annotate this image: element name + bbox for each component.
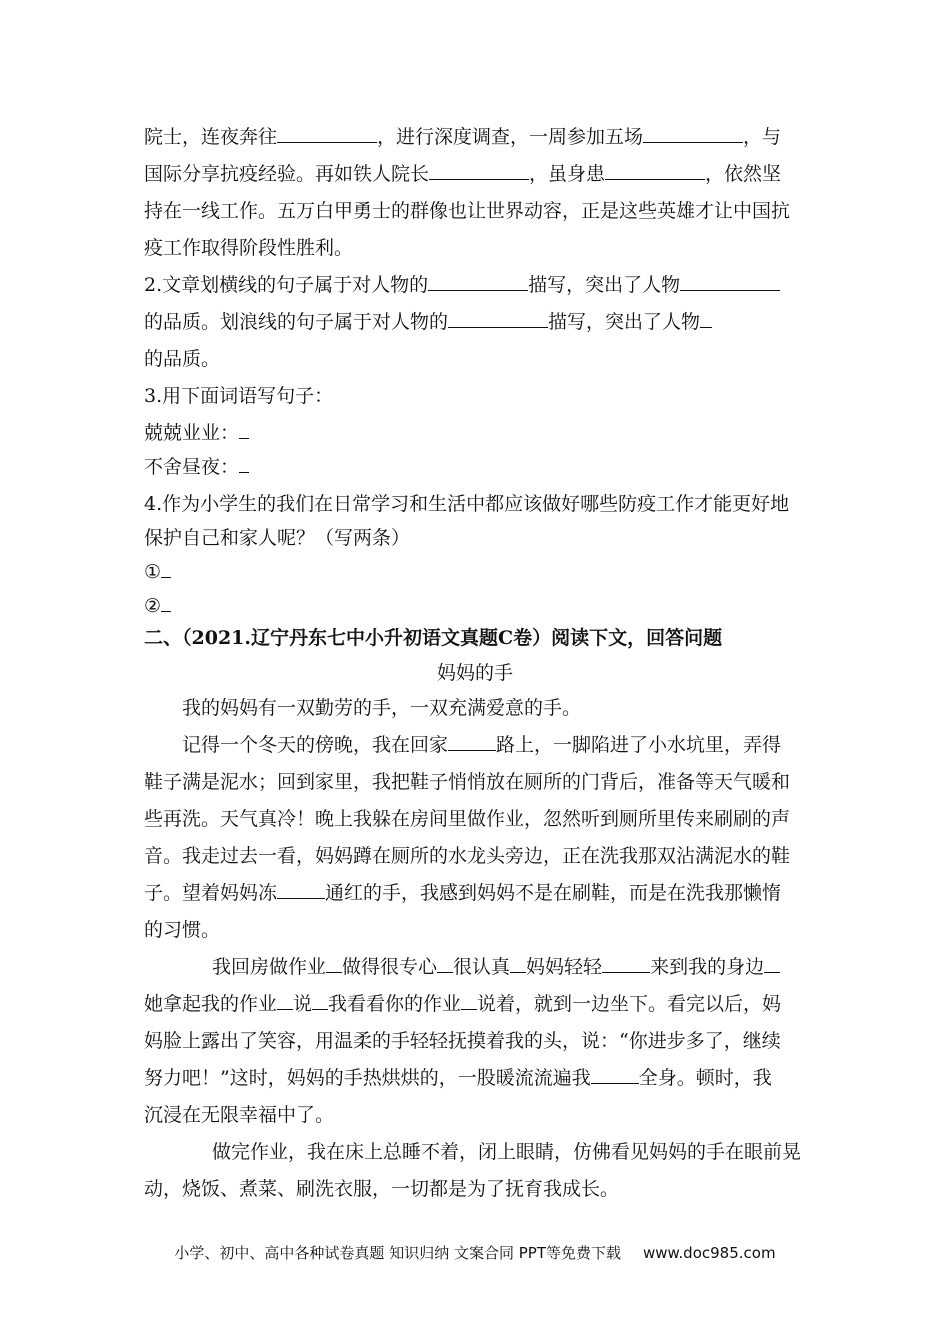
text: 说着，就到一边坐下。看完以后，妈 — [477, 993, 782, 1015]
text: 描写，突出了人物 — [548, 311, 701, 333]
story-line: 鞋子满是泥水；回到家里，我把鞋子悄悄放在厕所的门背后，准备等天气暖和 — [144, 771, 791, 793]
blank — [448, 731, 496, 751]
question-4-line: 保护自己和家人呢？（写两条） — [144, 527, 411, 549]
blank — [437, 953, 453, 973]
text: 努力吧！”这时，妈妈的手热烘烘的，一股暖流流遍我 — [144, 1067, 591, 1089]
section-heading: 二、（2021.辽宁丹东七中小升初语文真题C卷）阅读下文，回答问题 — [144, 627, 723, 649]
text: ② — [144, 595, 162, 617]
question-3-item — [144, 419, 249, 447]
blank — [161, 592, 171, 612]
text: ，与 — [743, 126, 782, 148]
text: 子。望着妈妈冻 — [144, 882, 278, 904]
blank — [510, 953, 526, 973]
question-2-line: 的品质。 — [144, 348, 221, 370]
blank — [312, 990, 328, 1010]
question-4-line: 4.作为小学生的我们在日常学习和生活中都应该做好哪些防疫工作才能更好地 — [144, 493, 790, 515]
story-line — [144, 1064, 772, 1092]
text: 说 — [293, 993, 313, 1015]
blank — [277, 879, 325, 899]
text-line: 疫工作取得阶段性胜利。 — [144, 237, 354, 259]
blank — [161, 558, 171, 578]
blank — [239, 419, 249, 439]
blank — [680, 271, 780, 291]
footer — [0, 1242, 950, 1263]
story-line: 做完作业，我在床上总睡不着，闭上眼睛，仿佛看见妈妈的手在眼前晃 — [212, 1141, 802, 1163]
blank — [700, 308, 712, 328]
story-line — [144, 879, 781, 907]
text: ，进行深度调查，一周参加五场 — [377, 126, 644, 148]
text-line: 持在一线工作。五万白甲勇士的群像也让世界动容，正是这些英雄才让中国抗 — [144, 200, 791, 222]
text: 做得很专心 — [342, 956, 438, 978]
text: 我看看你的作业 — [328, 993, 462, 1015]
story-line — [182, 731, 781, 759]
story-line: 动，烧饭、煮菜、刷洗衣服，一切都是为了抚育我成长。 — [144, 1178, 620, 1200]
text: ① — [144, 561, 162, 583]
blank — [428, 271, 528, 291]
blank — [277, 123, 377, 143]
blank — [277, 990, 293, 1010]
text: 国际分享抗疫经验。再如铁人院长 — [144, 163, 430, 185]
question-2-line — [144, 308, 712, 336]
blank — [239, 453, 249, 473]
question-4-answer — [144, 558, 171, 586]
question-3-item — [144, 453, 249, 481]
text: 2.文章划横线的句子属于对人物的 — [144, 274, 429, 296]
text: 描写，突出了人物 — [528, 274, 681, 296]
text: 的品质。划浪线的句子属于对人物的 — [144, 311, 449, 333]
blank — [605, 160, 705, 180]
text: 兢兢业业： — [144, 422, 240, 444]
text: 来到我的身边 — [650, 956, 765, 978]
text: 很认真 — [453, 956, 511, 978]
text-line — [144, 160, 781, 188]
blank — [461, 990, 477, 1010]
story-line: 妈脸上露出了笑容，用温柔的手轻轻抚摸着我的头，说：“你进步多了，继续 — [144, 1030, 781, 1052]
text: 路上，一脚陷进了小水坑里，弄得 — [496, 734, 782, 756]
story-title: 妈妈的手 — [436, 662, 513, 684]
blank — [764, 953, 780, 973]
text-line — [144, 123, 781, 151]
story-line — [144, 990, 781, 1018]
story-line: 我的妈妈有一双勤劳的手，一双充满爱意的手。 — [182, 697, 582, 719]
text: ，依然坚 — [705, 163, 782, 185]
footer-url[interactable]: www.doc985.com — [642, 1244, 776, 1262]
question-4-answer — [144, 592, 171, 620]
question-2-line — [144, 271, 780, 299]
text: 不舍昼夜： — [144, 456, 240, 478]
text: 院士，连夜奔往 — [144, 126, 278, 148]
story-line: 音。我走过去一看，妈妈蹲在厕所的水龙头旁边，正在洗我那双沾满泥水的鞋 — [144, 845, 791, 867]
text: 妈妈轻轻 — [526, 956, 603, 978]
footer-text: 小学、初中、高中各种试卷真题 知识归纳 文案合同 PPT等免费下载 — [174, 1244, 621, 1262]
blank — [326, 953, 342, 973]
blank — [448, 308, 548, 328]
blank — [429, 160, 529, 180]
text: 我回房做作业 — [212, 956, 327, 978]
text: 通红的手，我感到妈妈不是在刷鞋，而是在洗我那懒惰 — [325, 882, 782, 904]
blank — [643, 123, 743, 143]
blank — [602, 953, 650, 973]
text: 记得一个冬天的傍晚，我在回家 — [182, 734, 449, 756]
story-line: 些再洗。天气真冷！晚上我躲在房间里做作业，忽然听到厕所里传来刷刷的声 — [144, 808, 791, 830]
blank — [591, 1064, 639, 1084]
story-line: 的习惯。 — [144, 919, 221, 941]
story-line: 沉浸在无限幸福中了。 — [144, 1104, 335, 1126]
question-3-title: 3.用下面词语写句子： — [144, 385, 334, 407]
text: 全身。顿时，我 — [638, 1067, 772, 1089]
text: 她拿起我的作业 — [144, 993, 278, 1015]
text: ，虽身患 — [529, 163, 606, 185]
story-line — [212, 953, 780, 981]
